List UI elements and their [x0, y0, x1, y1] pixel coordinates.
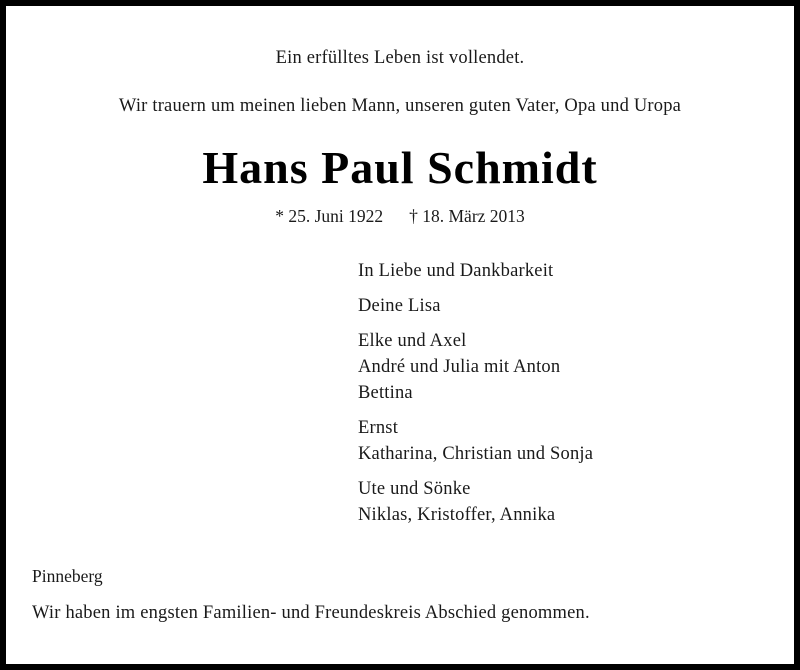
signer-line: Katharina, Christian und Sonja — [358, 444, 594, 464]
signers-block — [358, 258, 593, 537]
signer-line: Niklas, Kristoffer, Annika — [358, 505, 556, 525]
signer-line: André und Julia mit Anton — [358, 357, 561, 377]
signer-group — [358, 328, 593, 406]
signer-group — [358, 293, 593, 319]
death-date: † 18. März 2013 — [409, 206, 525, 226]
signer-line: Elke und Axel — [358, 331, 467, 351]
signer-line: In Liebe und Dankbarkeit — [358, 261, 554, 281]
closing-line: Wir haben im engsten Familien- und Freundeskreis Abschied genommen. — [32, 603, 590, 623]
life-dates — [6, 206, 794, 227]
signer-group — [358, 476, 593, 528]
signer-line: Ernst — [358, 418, 399, 438]
signer-group — [358, 415, 593, 467]
signer-line: Deine Lisa — [358, 296, 441, 316]
signer-line: Bettina — [358, 383, 413, 403]
mourning-line: Wir trauern um meinen lieben Mann, unseren guten Vater, Opa und Uropa — [118, 96, 682, 116]
intro-line: Ein erfülltes Leben ist vollendet. — [275, 48, 525, 68]
place-name: Pinneberg — [32, 566, 103, 586]
deceased-name: Hans Paul Schmidt — [202, 142, 598, 193]
signer-group — [358, 258, 593, 284]
birth-date: * 25. Juni 1922 — [275, 206, 384, 226]
signer-line: Ute und Sönke — [358, 479, 471, 499]
